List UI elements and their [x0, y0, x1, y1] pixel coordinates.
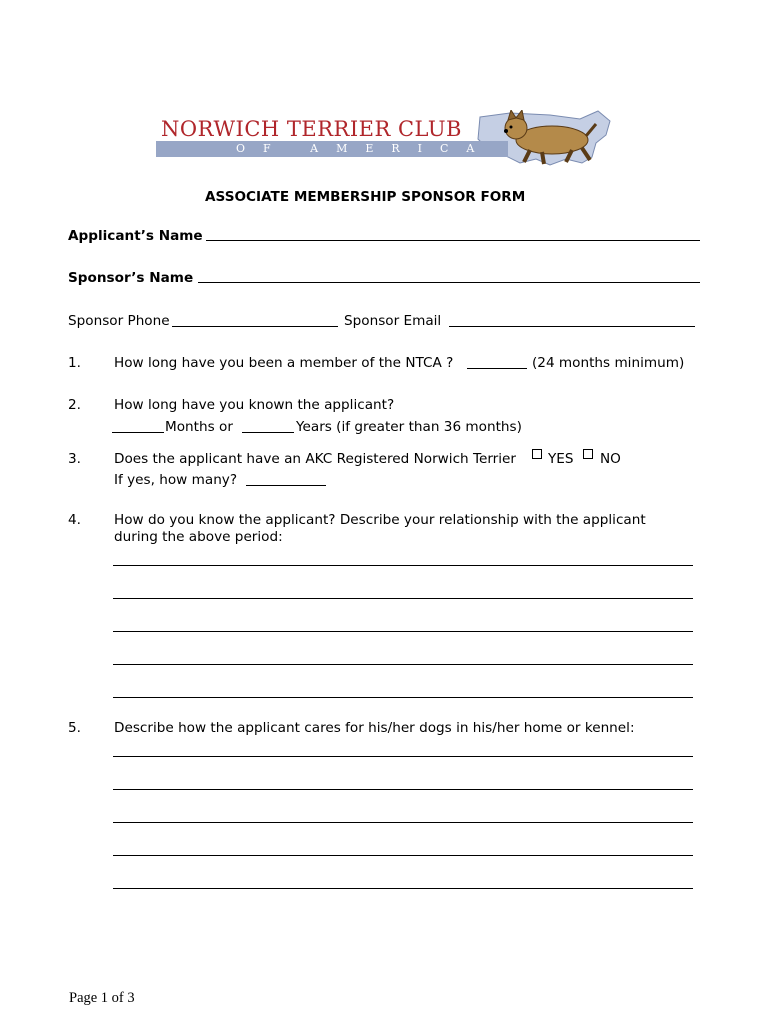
applicant-name-label: Applicant’s Name [68, 228, 203, 244]
q4-number: 4. [68, 512, 81, 528]
q5-answer-line[interactable] [113, 822, 693, 823]
q2-text: How long have you known the applicant? [114, 397, 395, 413]
page-number: Page 1 of 3 [69, 990, 135, 1006]
q3-followup-label: If yes, how many? [114, 472, 238, 488]
q3-no-label: NO [600, 451, 621, 467]
q5-text: Describe how the applicant cares for his/her dogs in his/her home or kennel: [114, 720, 635, 736]
q2-years-field[interactable] [242, 432, 294, 433]
sponsor-name-label: Sponsor’s Name [68, 270, 194, 286]
q3-number: 3. [68, 451, 81, 467]
q1-text: How long have you been a member of the NTCA ? [114, 355, 454, 371]
sponsor-phone-label: Sponsor Phone [68, 313, 170, 329]
q2-months-label: Months or [165, 419, 233, 435]
q4-answer-line[interactable] [113, 664, 693, 665]
q4-text-line-1: How do you know the applicant? Describe your relationship with the applicant [114, 512, 646, 528]
logo-title: NORWICH TERRIER CLUB [161, 117, 462, 141]
q3-no-checkbox[interactable] [583, 449, 593, 459]
sponsor-phone-field[interactable] [172, 326, 338, 327]
applicant-name-field[interactable] [206, 240, 700, 241]
sponsor-name-field[interactable] [198, 282, 700, 283]
q5-answer-line[interactable] [113, 855, 693, 856]
logo-subtitle: OF AMERICA [236, 142, 493, 155]
q3-text: Does the applicant have an AKC Registered Norwich Terrier [114, 451, 517, 467]
q2-months-field[interactable] [112, 432, 164, 433]
q4-answer-line[interactable] [113, 598, 693, 599]
sponsor-email-field[interactable] [449, 326, 695, 327]
q3-yes-label: YES [548, 451, 574, 467]
q1-membership-duration-field[interactable] [467, 368, 527, 369]
q3-yes-checkbox[interactable] [532, 449, 542, 459]
q1-suffix: (24 months minimum) [532, 355, 685, 371]
q3-count-field[interactable] [246, 485, 326, 486]
q4-answer-line[interactable] [113, 631, 693, 632]
q2-years-label: Years (if greater than 36 months) [296, 419, 522, 435]
sponsor-email-label: Sponsor Email [344, 313, 442, 329]
q4-answer-line[interactable] [113, 697, 693, 698]
form-title: ASSOCIATE MEMBERSHIP SPONSOR FORM [205, 189, 526, 205]
q5-answer-line[interactable] [113, 888, 693, 889]
q1-number: 1. [68, 355, 81, 371]
q4-text-line-2: during the above period: [114, 529, 283, 545]
q2-number: 2. [68, 397, 81, 413]
terrier-dog-icon [494, 110, 604, 168]
q4-answer-line[interactable] [113, 565, 693, 566]
q5-answer-line[interactable] [113, 756, 693, 757]
q5-answer-line[interactable] [113, 789, 693, 790]
q5-number: 5. [68, 720, 81, 736]
